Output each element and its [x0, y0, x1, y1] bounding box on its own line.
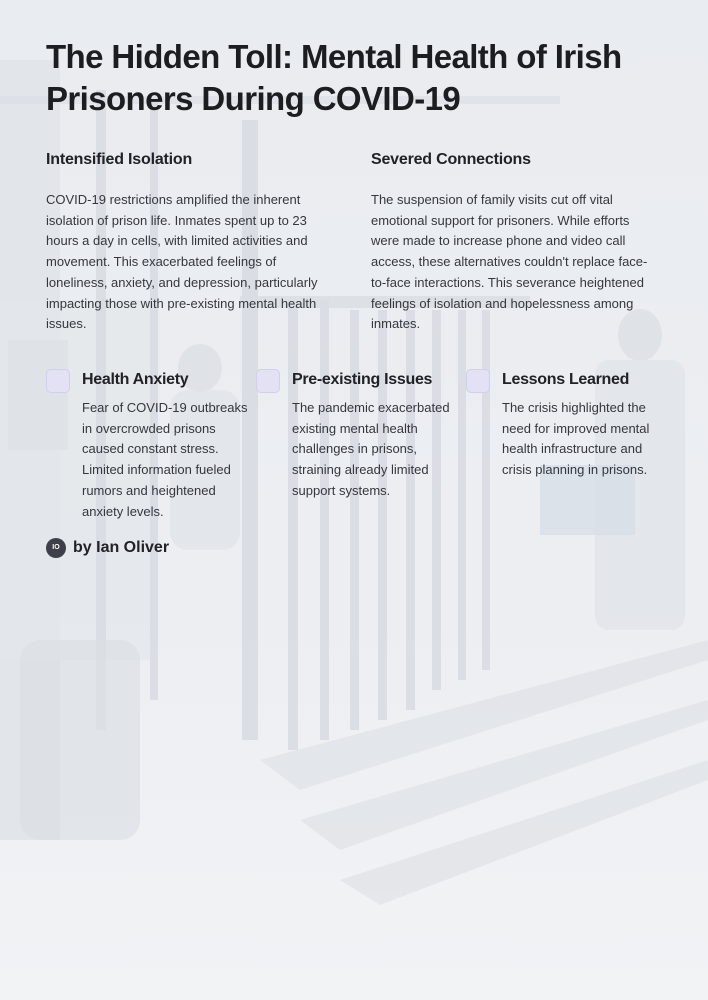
card-body: The crisis highlighted the need for improved mental health infrastructure and crisis planning in prisons.: [502, 400, 650, 478]
section-heading: Intensified Isolation: [46, 151, 193, 168]
section-body: The suspension of family visits cut off vital emotional support for prisoners. While efforts were made to increase phone and video call access, these alternatives couldn't replace face-to-face interactions. This severance heightened feelings of isolation and hopelessness among inmates.: [371, 192, 648, 332]
card-body: The pandemic exacerbated existing mental health challenges in prisons, straining already limited support systems.: [292, 400, 450, 498]
card-icon: [46, 369, 70, 393]
author-avatar: IO: [46, 538, 66, 558]
section-heading: Severed Connections: [371, 151, 531, 168]
section-intensified-isolation: [46, 148, 336, 335]
card-body: Fear of COVID-19 outbreaks in overcrowded prisons caused constant stress. Limited information fueled rumors and heightened anxiety levels.: [82, 400, 248, 519]
page-title: The Hidden Toll: Mental Health of Irish Prisoners During COVID-19: [46, 38, 622, 117]
card-heading: Health Anxiety: [82, 371, 189, 388]
section-body: COVID-19 restrictions amplified the inherent isolation of prison life. Inmates spent up to 23 hours a day in cells, with limited activities and movement. This exacerbated feelings of loneliness, anxiety, and depression, particularly impacting those with pre-existing mental health issues.: [46, 192, 318, 332]
author-name: by Ian Oliver: [73, 539, 170, 556]
card-heading: Pre-existing Issues: [292, 371, 433, 388]
section-severed-connections: [371, 148, 661, 335]
card-icon: [256, 369, 280, 393]
card-heading: Lessons Learned: [502, 371, 630, 388]
card-icon: [466, 369, 490, 393]
